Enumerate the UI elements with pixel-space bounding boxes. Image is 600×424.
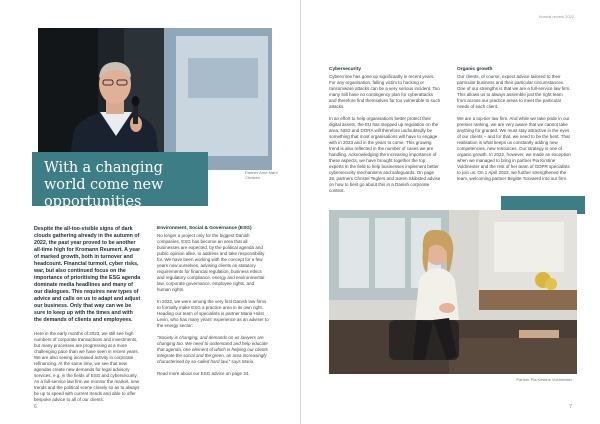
partner-photo xyxy=(329,210,577,374)
read-more-note: Read more about our ESG advice on page 34. xyxy=(157,371,250,377)
body-paragraph: Here in the early months of 2023, we still see high numbers of corporate transactions and investments, but many processes are progressing at a more challenging pace than we have seen in recent years. We are also seeing increased activity in corporate refinancing. At the same time, we see that new agendas create new demands for legal advisory services, e.g. in the fields of ESG and cybersecurity. As a full-service law firm we monitor the market, new trends and the political scene closely so as to always be up to speed with current trends and able to offer bespoke advice to all of our clients. xyxy=(34,331,140,402)
lead-paragraph: Despite the all-too-visible signs of dark clouds gathering already in the autumn of 2022, the past year proved to be another all-time high for Kromann Reumert. A year of marked growth, both in turnover and headcount. Financial turmoil, cyber risks, war, but also continued focus on the importance of prioritising the ESG agenda dominate media headlines and many of our dialogues. This requires new types of advice and calls on us to adapt and adjust our business. Only that way can we be sure to keep up with the times and with the demands of clients and employees. xyxy=(34,226,141,323)
section-heading-organic: Organic growth xyxy=(457,67,493,72)
body-paragraph: No longer a project only for the biggest Danish companies, ESG has become an area that all businesses are expected, by the political agenda and public opinion alike, to address and take responsibility for. We have been working with the concept for a few years now ourselves, advising clients on statutory requirements for financial regulation, business ethics and regulatory compliance, energy and environmental law, corporate governance, employee rights, and human rights. xyxy=(157,233,265,293)
section-heading-esg: Environment, Social & Governance (ESG) xyxy=(157,226,252,231)
text-column-4 xyxy=(457,67,572,188)
text-column-3 xyxy=(329,67,441,200)
body-paragraph: Our clients, of course, expect advice tailored to their particular business and their particular circumstances. One of our strengths is that we are a full-service law firm. This allows us to always assemble just the right team from across our practice areas to meet the particular needs of each client. xyxy=(457,74,571,110)
section-heading-cyber: Cybersecurity xyxy=(329,67,361,72)
body-paragraph: We are a top-tier law firm. And while we take pride in our premier ranking, we are very aware that we cannot take anything for granted. We must stay attractive in the eyes of our clients – and for that, we need to be the best. That realisation is what keeps us constantly adding new competencies, new resources. Our strategy is one of organic growth. In 2022, however, we made an exception when we managed to bring in partner Pia Kirstine Voldmester and the rest of her team of GDPR specialists to join us. On 1 April 2023, we further strengthened the team, welcoming partner Birgitte Toxvaerd into our firm. xyxy=(457,116,571,182)
body-paragraph: Cybercrime has gone up significantly in recent years. For any organisation, falling victim to hacking or ransomware attacks can be a very serious incident. Too many still have no contingency plan for cyberattacks and therefore find themselves far too vulnerable to such attacks. xyxy=(329,74,441,110)
text-column-2 xyxy=(157,226,269,383)
page-number: 6 xyxy=(34,404,37,410)
running-head: Annual review 2022 xyxy=(538,14,574,19)
text-column-1 xyxy=(34,226,142,409)
article-title-box xyxy=(32,152,208,210)
page-number: 7 xyxy=(569,404,572,410)
speaker-photo xyxy=(38,28,272,170)
photo-caption: Partner Arne Møhl Christen xyxy=(245,170,278,181)
right-page xyxy=(300,0,600,424)
article-title: With a changing world come new opportunities xyxy=(44,160,164,210)
quote-paragraph: "Society is changing, and demands on us lawyers are changing too. We need to understand and help educate that agenda, one element of which is helping our clients integrate the social and the green, an area increasingly characterised by so-called hard law," says Maria. xyxy=(157,335,268,365)
body-paragraph: In an effort to help organisations better protect their digital assets, the EU has stepped up regulation on the area. NIS2 and DORA will therefore undoubtedly be something that most organisations will have to engage with in 2023 and in the years to come. This growing trend is also reflected in the number of cases we are handling. Acknowledging the increasing importance of these aspects, we have brought together the top experts in the field to help businesses implement better cybersecurity mechanisms and safeguards. On page 28, partners Christel Teglers and Søren Skibsted advise on how to best go about this in a Danish corporate context. xyxy=(329,116,441,194)
photo-caption: Partner Pia Kirstine Voldmester xyxy=(516,377,572,382)
body-paragraph: In 2022, we were among the very first Danish law firms to formally make ESG a practice area in its own right. Heading our team of specialists is partner Maria Holst Levin, who has many years' experience as an adviser to the energy sector: xyxy=(157,299,269,329)
